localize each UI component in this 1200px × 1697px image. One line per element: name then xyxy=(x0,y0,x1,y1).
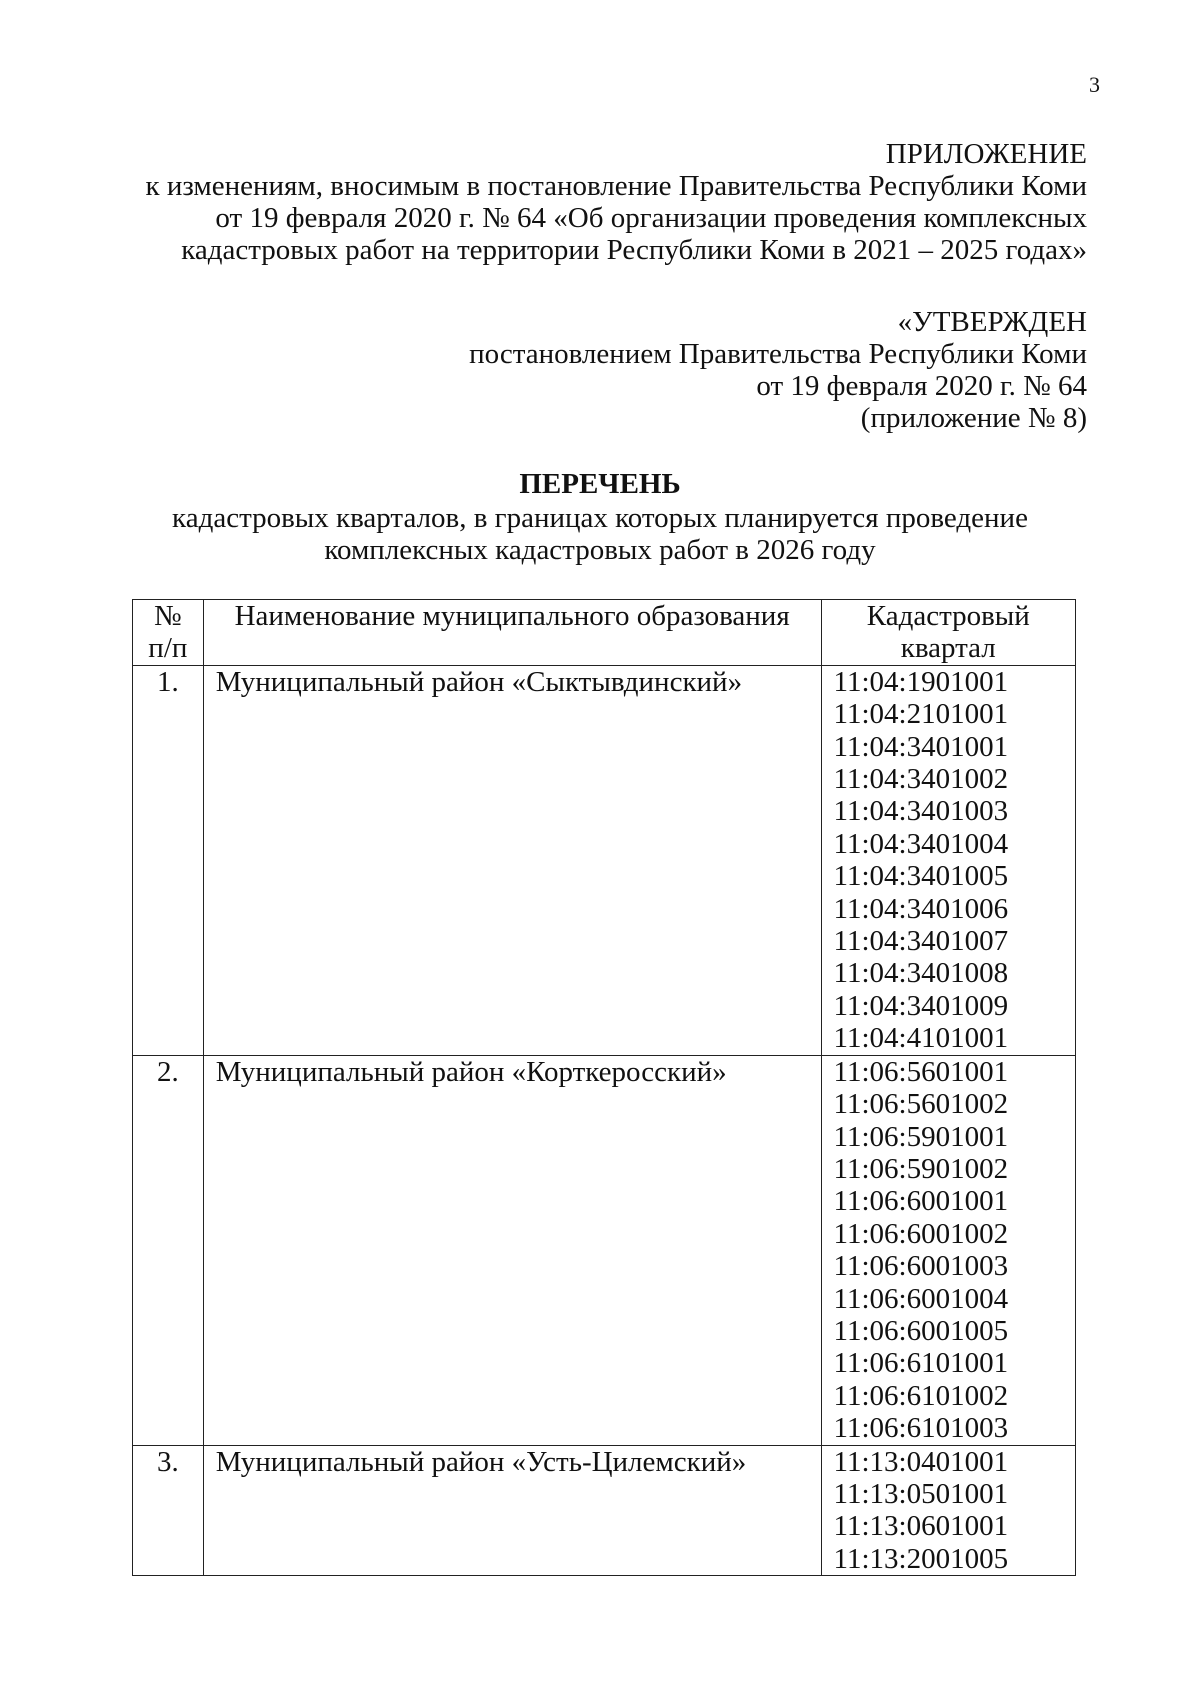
cadastral-quarter: 11:04:4101001 xyxy=(833,1022,1009,1055)
cadastral-quarter: 11:04:3401005 xyxy=(833,860,1009,893)
row-number: 2. xyxy=(133,1055,204,1445)
appendix-block xyxy=(146,138,1088,266)
appendix-heading: ПРИЛОЖЕНИЕ xyxy=(885,138,1087,170)
cadastral-quarter: 11:04:3401002 xyxy=(833,763,1009,796)
cadastral-quarter: 11:04:3401003 xyxy=(833,795,1009,828)
cadastral-quarter: 11:13:0601001 xyxy=(833,1510,1009,1543)
page-number: 3 xyxy=(1089,72,1100,97)
cadastral-quarter: 11:06:6101001 xyxy=(833,1347,1009,1380)
cadastral-quarter: 11:06:6001003 xyxy=(833,1250,1009,1283)
cadastral-quarter: 11:06:5601002 xyxy=(833,1088,1009,1121)
table-header-row xyxy=(133,600,1076,666)
header-cadastral xyxy=(821,600,1075,666)
municipality-name: Муниципальный район «Усть-Цилемский» xyxy=(215,1445,747,1478)
row-cadastral-quarters xyxy=(821,1055,1075,1445)
header-number xyxy=(133,600,204,666)
cadastral-quarter: 11:04:3401007 xyxy=(833,925,1009,958)
approved-line: постановлением Правительства Республики Коми xyxy=(469,338,1087,370)
approved-block xyxy=(469,306,1087,434)
municipality-name: Муниципальный район «Корткеросский» xyxy=(215,1055,727,1088)
header-cadastral-label: Кадастровый квартал xyxy=(866,600,1030,665)
table-row xyxy=(133,1445,1076,1576)
row-cadastral-quarters xyxy=(821,1445,1075,1576)
table-row xyxy=(133,665,1076,1055)
cadastral-quarter: 11:04:3401009 xyxy=(833,989,1009,1022)
cadastral-quarter: 11:04:3401001 xyxy=(833,730,1009,763)
cadastral-quarter: 11:06:5601001 xyxy=(833,1055,1009,1088)
cadastral-quarter: 11:06:6001005 xyxy=(833,1314,1009,1347)
appendix-line: к изменениям, вносимым в постановление Правительства Республики Коми xyxy=(145,170,1087,202)
cadastral-quarter: 11:06:6001004 xyxy=(833,1282,1009,1315)
cadastral-quarter: 11:06:5901002 xyxy=(833,1152,1009,1185)
approved-line: (приложение № 8) xyxy=(860,402,1087,434)
approved-heading: «УТВЕРЖДЕН xyxy=(897,306,1087,338)
cadastral-quarter: 11:04:2101001 xyxy=(833,698,1009,731)
cadastral-quarter: 11:06:6001002 xyxy=(833,1217,1009,1250)
cadastral-quarter: 11:13:0401001 xyxy=(833,1445,1009,1478)
appendix-line: от 19 февраля 2020 г. № 64 «Об организации проведения комплексных xyxy=(215,202,1087,234)
cadastral-quarters-table xyxy=(132,599,1076,1576)
document-subtitle-line: комплексных кадастровых работ в 2026 году xyxy=(324,534,876,566)
document-title: ПЕРЕЧЕНЬ xyxy=(519,468,681,500)
table-body xyxy=(133,665,1076,1575)
row-municipality xyxy=(203,1445,821,1576)
cadastral-quarter: 11:13:2001005 xyxy=(833,1542,1009,1575)
approved-line: от 19 февраля 2020 г. № 64 xyxy=(756,370,1087,402)
cadastral-quarter: 11:04:3401008 xyxy=(833,957,1009,990)
row-municipality xyxy=(203,1055,821,1445)
header-name-label: Наименование муниципального образования xyxy=(234,600,790,632)
cadastral-quarter: 11:04:1901001 xyxy=(833,665,1009,698)
appendix-line: кадастровых работ на территории Республики Коми в 2021 – 2025 годах» xyxy=(181,234,1087,266)
cadastral-quarter: 11:06:6101003 xyxy=(833,1412,1009,1445)
row-municipality xyxy=(203,665,821,1055)
table-row xyxy=(133,1055,1076,1445)
cadastral-quarter: 11:06:6001001 xyxy=(833,1185,1009,1218)
row-number: 1. xyxy=(133,665,204,1055)
title-block xyxy=(130,468,1070,566)
header-number-label: № п/п xyxy=(148,600,188,665)
document-subtitle-line: кадастровых кварталов, в границах которых планируется проведение xyxy=(172,502,1028,534)
row-cadastral-quarters xyxy=(821,665,1075,1055)
cadastral-quarter: 11:06:5901001 xyxy=(833,1120,1009,1153)
municipality-name: Муниципальный район «Сыктывдинский» xyxy=(215,665,743,698)
row-number: 3. xyxy=(133,1445,204,1576)
cadastral-quarter: 11:13:0501001 xyxy=(833,1477,1009,1510)
cadastral-quarter: 11:04:3401006 xyxy=(833,892,1009,925)
cadastral-quarter: 11:06:6101002 xyxy=(833,1379,1009,1412)
cadastral-quarter: 11:04:3401004 xyxy=(833,827,1009,860)
header-name xyxy=(203,600,821,666)
